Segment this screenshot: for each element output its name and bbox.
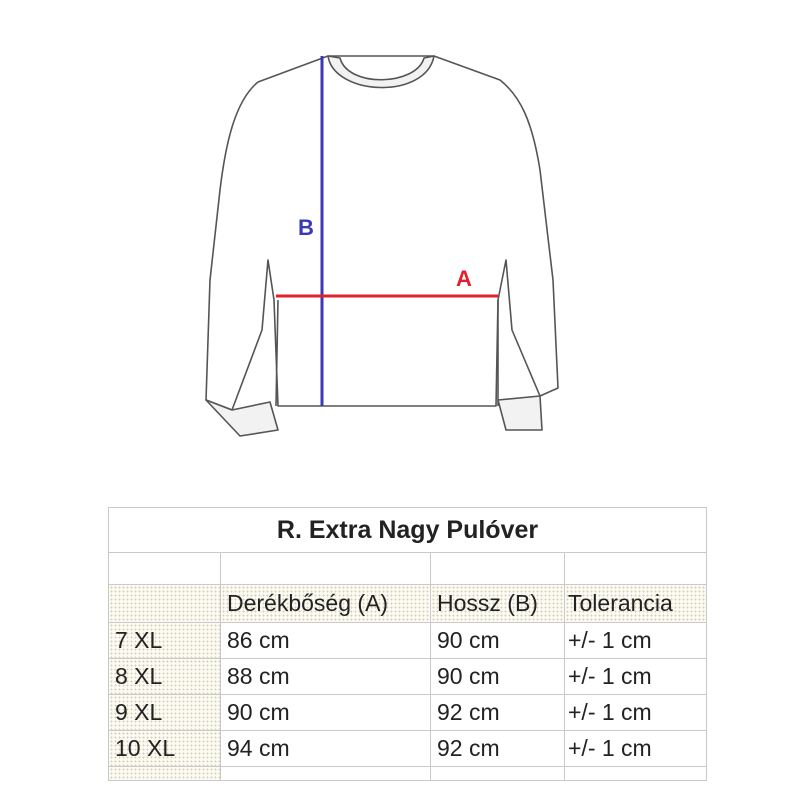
- table-row: [109, 731, 707, 767]
- empty-cell: [431, 767, 565, 781]
- value-cell: 86 cm: [221, 623, 431, 659]
- value-cell: 90 cm: [431, 659, 565, 695]
- table-row: [109, 695, 707, 731]
- empty-cell: [431, 553, 565, 585]
- size-cell: 10 XL: [109, 731, 221, 767]
- value-cell: +/- 1 cm: [565, 659, 707, 695]
- label-b: B: [298, 215, 314, 240]
- size-table: [108, 507, 707, 781]
- empty-cell: [565, 767, 707, 781]
- size-cell: 7 XL: [109, 623, 221, 659]
- value-cell: +/- 1 cm: [565, 623, 707, 659]
- value-cell: 88 cm: [221, 659, 431, 695]
- value-cell: +/- 1 cm: [565, 731, 707, 767]
- empty-cell: [221, 553, 431, 585]
- header-cell: Tolerancia: [565, 585, 707, 623]
- size-cell: 8 XL: [109, 659, 221, 695]
- value-cell: +/- 1 cm: [565, 695, 707, 731]
- size-cell: 9 XL: [109, 695, 221, 731]
- header-cell: Derékbőség (A): [221, 585, 431, 623]
- empty-cell: [109, 767, 221, 781]
- value-cell: 90 cm: [431, 623, 565, 659]
- empty-cell: [565, 553, 707, 585]
- empty-cell: [221, 767, 431, 781]
- table-title: R. Extra Nagy Pulóver: [109, 508, 707, 553]
- sweater-outline: [206, 56, 558, 436]
- value-cell: 94 cm: [221, 731, 431, 767]
- value-cell: 92 cm: [431, 695, 565, 731]
- value-cell: 90 cm: [221, 695, 431, 731]
- value-cell: 92 cm: [431, 731, 565, 767]
- empty-cell: [109, 553, 221, 585]
- table-row: [109, 659, 707, 695]
- header-cell: Hossz (B): [431, 585, 565, 623]
- label-a: A: [456, 266, 472, 291]
- header-cell: [109, 585, 221, 623]
- table-row: [109, 623, 707, 659]
